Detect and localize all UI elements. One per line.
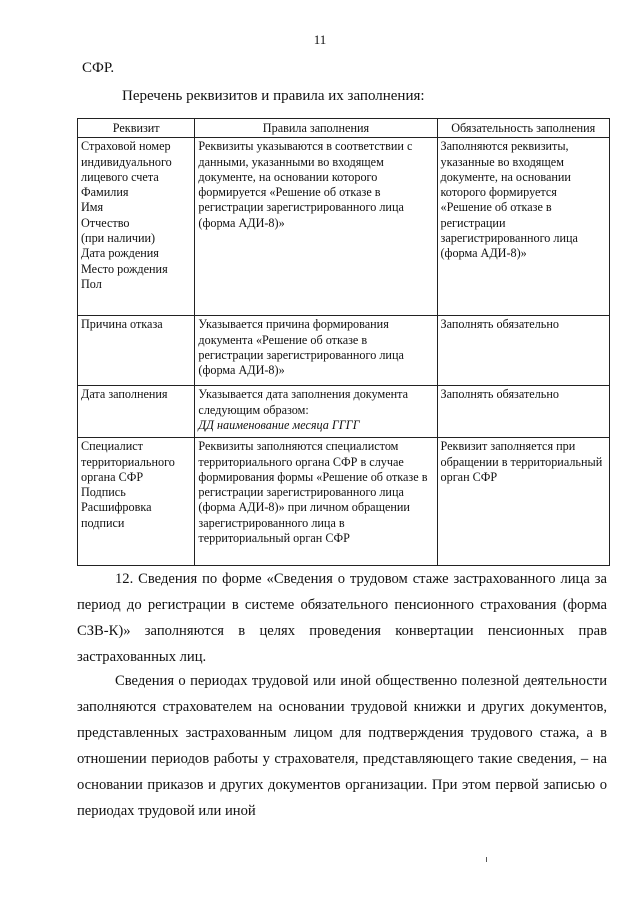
- scan-mark: [486, 857, 487, 862]
- cell-obligation: Заполнять обязательно: [437, 316, 610, 386]
- table-row: [78, 138, 610, 316]
- table-header-row: [78, 119, 610, 138]
- page-number: 11: [313, 32, 327, 47]
- cell-rule: [195, 386, 437, 438]
- header-rules: Правила заполнения: [195, 119, 437, 138]
- table-row: [78, 316, 610, 386]
- rule-text: Реквизиты указываются в соответствии с данными, указанными во входящем документе, на основании которого формируется «Решение об отказе в регистрации зарегистрированного лица (форма АДИ-8)»: [198, 139, 413, 230]
- rule-text: Указывается причина формирования документа «Решение об отказе в регистрации зарегистрированного лица (форма АДИ-8)»: [198, 317, 404, 378]
- rule-text: Реквизиты заполняются специалистом территориального органа СФР в случае формирования формы «Решение об отказе в регистрации зарегистрированного лица (форма АДИ-8)» при личном обращении зарегистрированного лица в территориальный орган СФР: [198, 439, 428, 546]
- intro-text: СФР.: [82, 60, 115, 76]
- table-title: Перечень реквизитов и правила их заполнения:: [122, 88, 425, 104]
- cell-obligation: Реквизит заполняется при обращении в территориальный орган СФР: [437, 438, 610, 566]
- paragraph-12: 12. Сведения по форме «Сведения о трудовом стаже застрахованного лица за период до регистрации в системе обязательного пенсионного страхования (форма СЗВ-К)» заполняются в целях проведения конвертации пенсионных прав застрахованных лиц.: [77, 571, 607, 665]
- rule-text: Указывается дата заполнения документа следующим образом:: [198, 387, 409, 417]
- rule-example: ДД наименование месяца ГГГГ: [198, 417, 360, 432]
- header-obligation: Обязательность заполнения: [437, 119, 610, 138]
- cell-rule: [195, 316, 437, 386]
- cell-requisite: Причина отказа: [78, 316, 195, 386]
- cell-obligation: Заполняются реквизиты, указанные во входящем документе, на основании которого формируется «Решение об отказе в регистрации зарегистрированного лица (форма АДИ-8)»: [437, 138, 610, 316]
- cell-requisite: Специалист территориального органа СФР Подпись Расшифровка подписи: [78, 438, 195, 566]
- table-row: [78, 386, 610, 438]
- cell-rule: [195, 138, 437, 316]
- header-requisite: Реквизит: [78, 119, 195, 138]
- cell-requisite: Дата заполнения: [78, 386, 195, 438]
- cell-requisite: Страховой номер индивидуального лицевого счета Фамилия Имя Отчество (при наличии) Дата рождения Место рождения Пол: [78, 138, 195, 316]
- paragraph-periods: Сведения о периодах трудовой или иной общественно полезной деятельности заполняются страхователем на основании трудовой книжки и других документов, представленных застрахованным лицом для подтверждения трудового стажа, а в отношении периодов работы у страхователя, представляющего такие сведения, – на основании приказов и других документов организации. При этом первой записью о периодах трудовой или иной: [77, 673, 607, 819]
- cell-rule: [195, 438, 437, 566]
- requisites-table: [77, 118, 610, 566]
- cell-obligation: Заполнять обязательно: [437, 386, 610, 438]
- table-row: [78, 438, 610, 566]
